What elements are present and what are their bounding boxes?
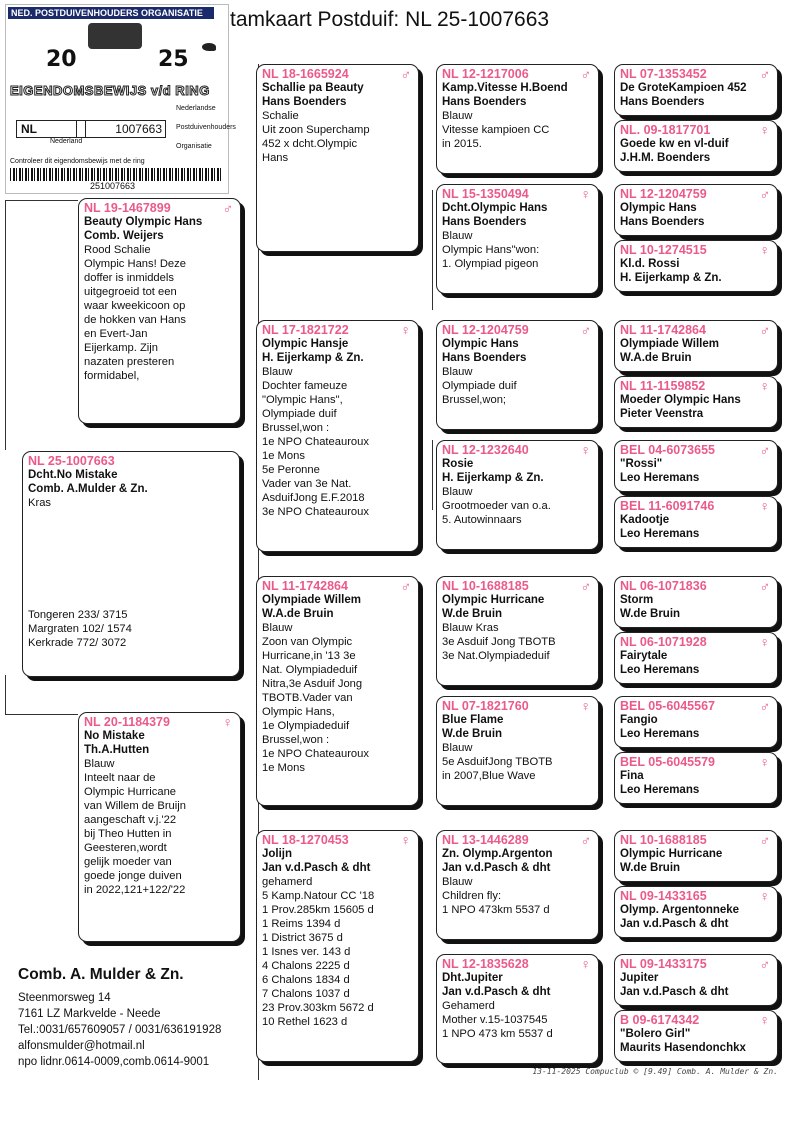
bird-description-line: [28, 538, 235, 552]
bird-description-line: Blauw: [262, 366, 293, 378]
bird-name: Goede kw en vl-duif: [620, 138, 729, 150]
pedigree-box: [614, 954, 778, 1006]
bird-description-line: Kerkrade 772/ 3072: [28, 637, 127, 649]
bird-description-line: 1 Prov.285km 15605 d: [262, 904, 374, 916]
bird-name: "Rossi": [620, 458, 663, 470]
breeder-name: Hans Boenders: [442, 96, 527, 108]
bird-description-line: 1 NPO 473km 5537 d: [442, 904, 550, 916]
bird-name: Olymp. Argentonneke: [620, 904, 740, 916]
connector-line: [5, 200, 78, 201]
pedigree-box: [614, 752, 778, 804]
female-symbol-icon: ♀: [759, 498, 770, 514]
bird-name: Storm: [620, 594, 654, 606]
pedigree-box: [78, 712, 241, 942]
bird-description-line: 1e NPO Chateauroux: [262, 436, 369, 448]
ring-number: NL 06-1071928: [620, 635, 707, 649]
bird-name: Olympic Hurricane: [442, 594, 545, 606]
bird-description-line: aangeschaft v.j.'22: [84, 814, 177, 826]
owner-line: Tel.:0031/657609057 / 0031/636191928: [18, 1024, 222, 1036]
bird-name: Dcht.Olympic Hans: [442, 202, 548, 214]
bird-description-line: Tongeren 233/ 3715: [28, 609, 128, 621]
ring-number: NL 19-1467899: [84, 201, 171, 215]
female-symbol-icon: ♀: [759, 888, 770, 904]
pedigree-box: [436, 576, 599, 686]
female-symbol-icon: ♀: [759, 634, 770, 650]
bird-name: No Mistake: [84, 730, 145, 742]
breeder-name: W.de Bruin: [442, 728, 503, 740]
bird-description-line: Kras: [28, 497, 52, 509]
bird-description-line: 3e Asduif Jong TBOTB: [442, 636, 556, 648]
owner-line: alfonsmulder@hotmail.nl: [18, 1040, 145, 1052]
bird-description-line: 1e Mons: [262, 762, 305, 774]
male-symbol-icon: ♂: [759, 698, 770, 714]
bird-name: Dcht.No Mistake: [28, 469, 118, 481]
bird-name: Olympic Hansje: [262, 338, 349, 350]
ring-number: NL. 09-1817701: [620, 123, 711, 137]
breeder-name: J.H.M. Boenders: [620, 152, 711, 164]
bird-description-line: bij Theo Hutten in: [84, 828, 172, 840]
breeder-name: Th.A.Hutten: [84, 744, 150, 756]
bird-description-line: 1e NPO Chateauroux: [262, 748, 369, 760]
owner-name: Comb. A. Mulder & Zn.: [18, 966, 184, 983]
card-banner: EIGENDOMSBEWIJS v/d RING: [10, 83, 210, 98]
male-symbol-icon: ♂: [580, 322, 591, 338]
pedigree-box: [256, 320, 419, 552]
pedigree-box: [256, 64, 419, 252]
connector-line: [5, 200, 6, 450]
female-symbol-icon: ♀: [222, 714, 233, 730]
pedigree-box: [614, 440, 778, 492]
bird-description-line: gelijk moeder van: [84, 856, 172, 868]
bird-description-line: Blauw: [442, 110, 473, 122]
bird-description-line: van Willem de Bruijn: [84, 800, 186, 812]
female-symbol-icon: ♀: [759, 122, 770, 138]
breeder-name: W.de Bruin: [442, 608, 503, 620]
bird-description-line: in 2015.: [442, 138, 482, 150]
female-symbol-icon: ♀: [759, 754, 770, 770]
breeder-name: Jan v.d.Pasch & dht: [620, 986, 729, 998]
breeder-name: Maurits Hasendonchkx: [620, 1042, 746, 1054]
breeder-name: Hans Boenders: [442, 352, 527, 364]
bird-description-line: 1 District 3675 d: [262, 932, 343, 944]
breeder-name: Comb. Weijers: [84, 230, 164, 242]
pedigree-box: [614, 886, 778, 938]
ring-number: NL 12-1232640: [442, 443, 529, 457]
pedigree-box: [436, 320, 599, 430]
bird-name: Olympic Hans: [620, 202, 697, 214]
bird-name: Fina: [620, 770, 644, 782]
bird-description-line: Olympic Hans"won:: [442, 244, 540, 256]
bird-description-line: Olympiade duif: [442, 380, 517, 392]
bird-description-line: 1e Olympiadeduif: [262, 720, 350, 732]
male-symbol-icon: ♂: [400, 66, 411, 82]
bird-description-line: Schalie: [262, 110, 299, 122]
bird-description-line: Blauw: [262, 622, 293, 634]
breeder-name: Leo Heremans: [620, 528, 700, 540]
breeder-name: W.A.de Bruin: [262, 608, 334, 620]
ring-number: NL 11-1742864: [620, 323, 706, 337]
connector-line: [432, 190, 433, 310]
bird-description-line: waar kweekicoon op: [84, 300, 186, 312]
bird-description-line: [28, 594, 235, 608]
male-symbol-icon: ♂: [580, 578, 591, 594]
ring-number: NL 07-1353452: [620, 67, 707, 81]
male-symbol-icon: ♂: [759, 956, 770, 972]
bird-name: Olympic Hans: [442, 338, 519, 350]
owner-line: 7161 LZ Markvelde - Neede: [18, 1008, 161, 1020]
pedigree-box: [614, 376, 778, 428]
bird-name: Moeder Olympic Hans: [620, 394, 741, 406]
bird-description-line: [28, 552, 235, 566]
female-symbol-icon: ♀: [580, 698, 591, 714]
ring-number: BEL 11-6091746: [620, 499, 715, 513]
bird-name: Olympiade Willem: [262, 594, 361, 606]
bird-description-line: AsduifJong E.F.2018: [262, 492, 365, 504]
male-symbol-icon: ♂: [400, 578, 411, 594]
breeder-name: Leo Heremans: [620, 472, 700, 484]
ownership-card: [5, 4, 236, 194]
breeder-name: W.de Bruin: [620, 608, 681, 620]
bird-description-line: Uit zoon Superchamp: [262, 124, 370, 136]
bird-description-line: Olympic Hurricane: [84, 786, 177, 798]
card-year-left: 20: [46, 47, 77, 72]
card-side-o: Organisatie: [176, 143, 212, 150]
ring-number: NL 06-1071836: [620, 579, 707, 593]
bird-description-line: TBOTB.Vader van: [262, 692, 353, 704]
ring-number: NL 09-1433175: [620, 957, 707, 971]
connector-line: [432, 440, 433, 510]
bird-name: De GroteKampioen 452: [620, 82, 747, 94]
bird-name: Olympic Hurricane: [620, 848, 723, 860]
ring-number: BEL 05-6045579: [620, 755, 715, 769]
bird-description-line: 1 Isnes ver. 143 d: [262, 946, 351, 958]
ring-number: NL 12-1835628: [442, 957, 529, 971]
bird-description-line: 23 Prov.303km 5672 d: [262, 1002, 374, 1014]
bird-description-line: Rood Schalie: [84, 244, 151, 256]
pedigree-box: [614, 1010, 778, 1062]
breeder-name: H. Eijerkamp & Zn.: [262, 352, 364, 364]
ring-number: NL 17-1821722: [262, 323, 349, 337]
bird-description-line: 10 Rethel 1623 d: [262, 1016, 348, 1028]
pedigree-box: [256, 576, 419, 806]
bird-description-line: 5e AsduifJong TBOTB: [442, 756, 553, 768]
bird-description-line: Hurricane,in '13 3e: [262, 650, 356, 662]
bird-name: Jolijn: [262, 848, 293, 860]
male-symbol-icon: ♂: [759, 322, 770, 338]
breeder-name: Pieter Veenstra: [620, 408, 704, 420]
male-symbol-icon: ♂: [580, 832, 591, 848]
ring-number: NL 18-1270453: [262, 833, 349, 847]
bird-description-line: de hokken van Hans: [84, 314, 186, 326]
bird-description-line: Brussel,won;: [442, 394, 507, 406]
breeder-name: Hans Boenders: [262, 96, 347, 108]
pedigree-box: [614, 496, 778, 548]
bird-description-line: Inteelt naar de: [84, 772, 156, 784]
ring-number: NL 12-1204759: [620, 187, 707, 201]
bird-description-line: goede jonge duiven: [84, 870, 182, 882]
bird-description-line: Brussel,won :: [262, 734, 330, 746]
connector-line: [5, 675, 6, 715]
bird-name: Olympiade Willem: [620, 338, 719, 350]
bird-description-line: Nitra,3e Asduif Jong: [262, 678, 363, 690]
pedigree-box: [614, 184, 778, 236]
bird-description-line: in 2022,121+122/'22: [84, 884, 186, 896]
pedigree-box: [436, 440, 599, 550]
bird-description-line: Hans: [262, 152, 289, 164]
footer-note: 13-11-2025 Compuclub © [9.49] Comb. A. Mulder & Zn.: [532, 1067, 778, 1076]
ring-number: NL 11-1742864: [262, 579, 348, 593]
ring-number: NL 12-1217006: [442, 67, 529, 81]
bird-description-line: 6 Chalons 1834 d: [262, 974, 350, 986]
ring-number: NL 25-1007663: [28, 454, 115, 468]
bird-description-line: Blauw: [442, 876, 473, 888]
breeder-name: H. Eijerkamp & Zn.: [442, 472, 544, 484]
page-title: tamkaart Postduif: NL 25-1007663: [230, 8, 550, 31]
bird-description-line: Nat. Olympiadeduif: [262, 664, 358, 676]
female-symbol-icon: ♀: [400, 832, 411, 848]
ring-number: BEL 05-6045567: [620, 699, 715, 713]
pedigree-box: [614, 64, 778, 116]
bird-name: Fangio: [620, 714, 658, 726]
ring-number: NL 20-1184379: [84, 715, 170, 729]
bird-description-line: [28, 524, 235, 538]
pedigree-box: [614, 120, 778, 172]
bird-description-line: Olympiade duif: [262, 408, 337, 420]
bird-name: Kadootje: [620, 514, 670, 526]
bird-description-line: 5 Kamp.Natour CC '18: [262, 890, 375, 902]
bird-description-line: 1 NPO 473 km 5537 d: [442, 1028, 553, 1040]
bird-description-line: 7 Chalons 1037 d: [262, 988, 350, 1000]
connector-line: [5, 714, 78, 715]
bird-description-line: Olympic Hans,: [262, 706, 335, 718]
bird-description-line: 1 Reims 1394 d: [262, 918, 341, 930]
ring-number: NL 09-1433165: [620, 889, 707, 903]
bird-description-line: gehamerd: [262, 876, 313, 888]
bird-description-line: in 2007,Blue Wave: [442, 770, 536, 782]
bird-name: Jupiter: [620, 972, 659, 984]
pedigree-box: [78, 198, 241, 424]
ring-number: NL 18-1665924: [262, 67, 349, 81]
ring-number: NL 15-1350494: [442, 187, 529, 201]
bird-description-line: Grootmoeder van o.a.: [442, 500, 551, 512]
bird-description-line: [28, 510, 235, 524]
male-symbol-icon: ♂: [580, 66, 591, 82]
bird-description-line: 3e Nat.Olympiadeduif: [442, 650, 550, 662]
bird-description-line: Blauw Kras: [442, 622, 499, 634]
card-year-right: 25: [158, 47, 189, 72]
bird-description-line: Mother v.15-1037545: [442, 1014, 548, 1026]
bird-description-line: Blauw: [442, 230, 473, 242]
pedigree-box: [614, 576, 778, 628]
female-symbol-icon: ♀: [580, 442, 591, 458]
female-symbol-icon: ♀: [400, 322, 411, 338]
ring-number: BEL 04-6073655: [620, 443, 715, 457]
bird-description-line: Dochter fameuze: [262, 380, 348, 392]
breeder-name: H. Eijerkamp & Zn.: [620, 272, 722, 284]
breeder-name: Leo Heremans: [620, 664, 700, 676]
bird-description-line: 4 Chalons 2225 d: [262, 960, 350, 972]
breeder-name: Jan v.d.Pasch & dht: [262, 862, 371, 874]
pedigree-box: [614, 632, 778, 684]
female-symbol-icon: ♀: [759, 378, 770, 394]
card-country: NL: [16, 120, 86, 138]
card-barcode-number: 251007663: [90, 181, 136, 191]
bird-name: Kamp.Vitesse H.Boend: [442, 82, 568, 94]
bird-description-line: Blauw: [442, 486, 473, 498]
bird-description-line: Brussel,won :: [262, 422, 330, 434]
breeder-name: Comb. A.Mulder & Zn.: [28, 483, 148, 495]
breeder-name: Leo Heremans: [620, 784, 700, 796]
pedigree-box: [256, 830, 419, 1062]
ring-number: NL 10-1274515: [620, 243, 707, 257]
breeder-name: Leo Heremans: [620, 728, 700, 740]
dove-icon: [202, 43, 216, 51]
ring-number: NL 10-1688185: [620, 833, 707, 847]
male-symbol-icon: ♂: [759, 186, 770, 202]
pedigree-box: [436, 954, 599, 1064]
male-symbol-icon: ♂: [759, 832, 770, 848]
bird-name: Zn. Olymp.Argenton: [442, 848, 553, 860]
bird-description-line: Olympic Hans! Deze: [84, 258, 186, 270]
bird-description-line: 3e NPO Chateauroux: [262, 506, 369, 518]
card-control-text: Controleer dit eigendomsbewijs met de ring: [10, 158, 145, 165]
bird-description-line: nazaten presteren: [84, 356, 175, 368]
bird-name: Schallie pa Beauty: [262, 82, 364, 94]
bird-description-line: Blauw: [84, 758, 115, 770]
bird-description-line: 5e Peronne: [262, 464, 320, 476]
bird-description-line: 452 x dcht.Olympic: [262, 138, 358, 150]
card-barcode: [10, 168, 222, 181]
pedigree-box: [436, 696, 599, 806]
bird-description-line: Gehamerd: [442, 1000, 495, 1012]
bird-description-line: Vitesse kampioen CC: [442, 124, 550, 136]
pedigree-box: [22, 451, 240, 677]
bird-name: Dht.Jupiter: [442, 972, 503, 984]
breeder-name: Hans Boenders: [620, 96, 705, 108]
bird-description-line: 1e Mons: [262, 450, 305, 462]
bird-name: "Bolero Girl": [620, 1028, 691, 1040]
card-side-p: Postduivenhouders: [176, 124, 236, 131]
female-symbol-icon: ♀: [580, 186, 591, 202]
card-org: NED. POSTDUIVENHOUDERS ORGANISATIE: [8, 7, 214, 19]
male-symbol-icon: ♂: [759, 442, 770, 458]
bird-name: Kl.d. Rossi: [620, 258, 680, 270]
bird-description-line: uitgegroeid tot een: [84, 286, 177, 298]
bird-description-line: 5. Autowinnaars: [442, 514, 522, 526]
bird-description-line: Blauw: [442, 742, 473, 754]
ring-number: NL 13-1446289: [442, 833, 529, 847]
bird-description-line: 1. Olympiad pigeon: [442, 258, 539, 270]
male-symbol-icon: ♂: [759, 66, 770, 82]
bird-description-line: formidabel,: [84, 370, 140, 382]
bird-description-line: Children fly:: [442, 890, 502, 902]
card-emblem: [88, 23, 142, 49]
card-number: 1007663: [76, 120, 166, 138]
ring-number: NL 12-1204759: [442, 323, 529, 337]
bird-description-line: Zoon van Olympic: [262, 636, 353, 648]
pedigree-box: [614, 320, 778, 372]
owner-block: [18, 966, 258, 1070]
bird-name: Rosie: [442, 458, 474, 470]
bird-description-line: Blauw: [442, 366, 473, 378]
female-symbol-icon: ♀: [580, 956, 591, 972]
owner-line: Steenmorsweg 14: [18, 992, 111, 1004]
breeder-name: W.de Bruin: [620, 862, 681, 874]
breeder-name: Jan v.d.Pasch & dht: [620, 918, 729, 930]
bird-name: Fairytale: [620, 650, 668, 662]
ring-number: NL 11-1159852: [620, 379, 706, 393]
breeder-name: Jan v.d.Pasch & dht: [442, 862, 551, 874]
pedigree-box: [614, 240, 778, 292]
breeder-name: Hans Boenders: [620, 216, 705, 228]
owner-line: npo lidnr.0614-0009,comb.0614-9001: [18, 1056, 210, 1068]
pedigree-box: [436, 830, 599, 940]
breeder-name: Hans Boenders: [442, 216, 527, 228]
card-nederland: Nederland: [50, 138, 83, 145]
bird-description-line: doffer is inmiddels: [84, 272, 174, 284]
bird-description-line: en Evert-Jan: [84, 328, 148, 340]
bird-description-line: "Olympic Hans",: [262, 394, 343, 406]
card-side-n: Nederlandse: [176, 105, 216, 112]
bird-name: Beauty Olympic Hans: [84, 216, 203, 228]
male-symbol-icon: ♂: [759, 578, 770, 594]
ring-number: NL 10-1688185: [442, 579, 529, 593]
bird-description-line: Vader van 3e Nat.: [262, 478, 352, 490]
male-symbol-icon: ♂: [222, 200, 233, 216]
ring-number: B 09-6174342: [620, 1013, 700, 1027]
bird-description-line: Geesteren,wordt: [84, 842, 167, 854]
bird-description-line: [28, 566, 235, 580]
ring-number: NL 07-1821760: [442, 699, 529, 713]
female-symbol-icon: ♀: [759, 1012, 770, 1028]
bird-description-line: [28, 580, 235, 594]
pedigree-box: [614, 830, 778, 882]
bird-description-line: Eijerkamp. Zijn: [84, 342, 158, 354]
bird-description-line: Margraten 102/ 1574: [28, 623, 132, 635]
breeder-name: Jan v.d.Pasch & dht: [442, 986, 551, 998]
pedigree-box: [436, 64, 599, 174]
female-symbol-icon: ♀: [759, 242, 770, 258]
pedigree-box: [436, 184, 599, 294]
bird-name: Blue Flame: [442, 714, 504, 726]
breeder-name: W.A.de Bruin: [620, 352, 692, 364]
pedigree-box: [614, 696, 778, 748]
